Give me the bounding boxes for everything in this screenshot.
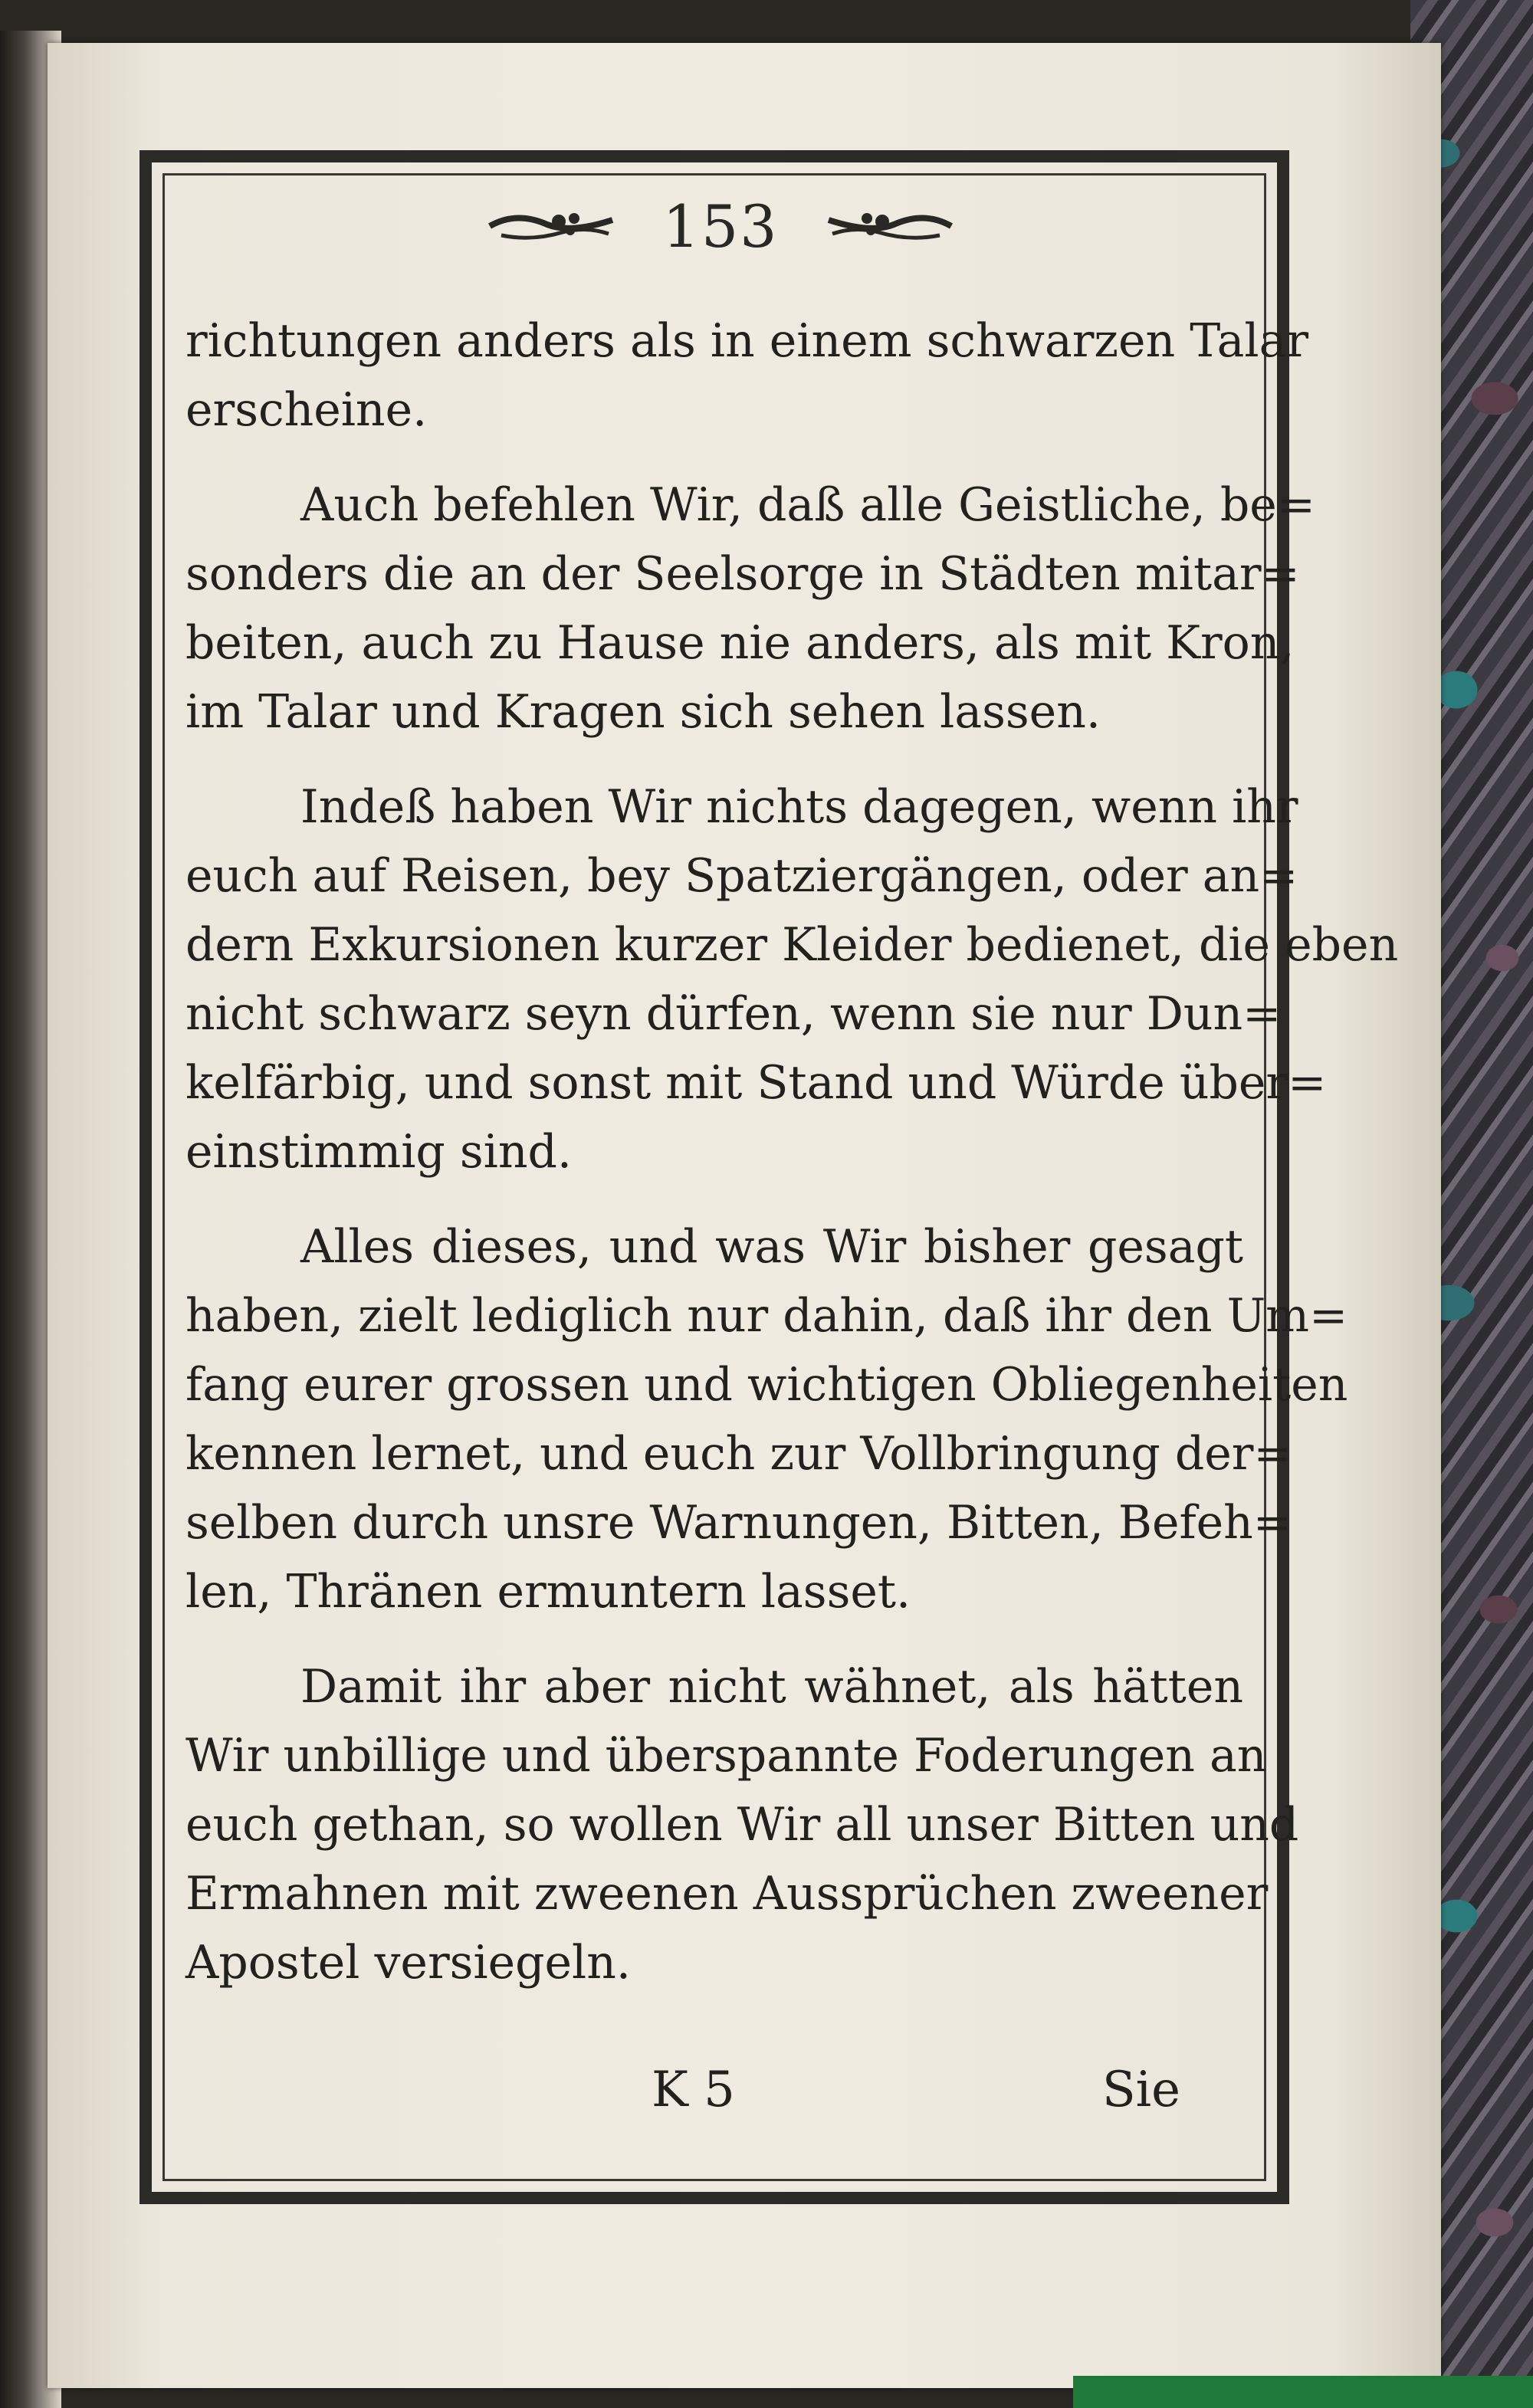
page-number: 153	[662, 192, 779, 261]
text-line: fang eurer grossen und wichtigen Obliegenheiten	[185, 1358, 1348, 1412]
text-line: len, Thränen ermuntern lasset.	[185, 1565, 911, 1619]
signature-mark: K 5	[652, 2062, 735, 2118]
text-line: Damit ihr aber nicht wähnet, als hätten	[300, 1660, 1243, 1714]
text-line: euch auf Reisen, bey Spatziergängen, oder an=	[185, 849, 1298, 903]
text-line: im Talar und Kragen sich sehen lassen.	[185, 685, 1101, 739]
text-line: Alles dieses, und was Wir bisher gesagt	[300, 1220, 1243, 1274]
text-line: nicht schwarz seyn dürfen, wenn sie nur Dun=	[185, 987, 1282, 1041]
page-footer	[184, 2062, 1257, 2138]
printer-ornament-left-icon	[486, 203, 616, 249]
text-line: Indeß haben Wir nichts dagegen, wenn ihr	[300, 780, 1298, 834]
text-line: einstimmig sind.	[185, 1125, 572, 1179]
text-line: richtungen anders als in einem schwarzen Talar	[185, 314, 1309, 368]
body-text	[185, 307, 1399, 2023]
catchword: Sie	[1101, 2062, 1180, 2118]
text-line: kennen lernet, und euch zur Vollbringung der=	[185, 1427, 1292, 1481]
text-line: kelfärbig, und sonst mit Stand und Würde über=	[185, 1056, 1327, 1110]
text-line: beiten, auch zu Hause nie anders, als mit Kron,	[185, 616, 1295, 670]
text-line: Apostel versiegeln.	[185, 1936, 631, 1990]
paragraph-1	[185, 307, 1309, 445]
text-line: Auch befehlen Wir, daß alle Geistliche, be=	[300, 478, 1316, 532]
green-bookmark	[1073, 2376, 1533, 2408]
paragraph-5	[185, 1652, 1299, 1997]
page-header	[184, 184, 1257, 268]
paragraph-3	[185, 773, 1399, 1186]
text-line: Ermahnen mit zweenen Aussprüchen zweener	[185, 1867, 1269, 1921]
text-line: Wir unbillige und überspannte Foderungen an	[185, 1729, 1267, 1783]
text-line: selben durch unsre Warnungen, Bitten, Befeh=	[185, 1496, 1292, 1550]
text-line: euch gethan, so wollen Wir all unser Bitten und	[185, 1798, 1299, 1852]
text-line: dern Exkursionen kurzer Kleider bedienet, die eben	[185, 918, 1399, 972]
paragraph-2	[185, 471, 1316, 746]
text-line: sonders die an der Seelsorge in Städten mitar=	[185, 547, 1300, 601]
paragraph-4	[185, 1212, 1348, 1626]
printer-ornament-right-icon	[825, 203, 955, 249]
text-line: erscheine.	[185, 383, 428, 437]
text-line: haben, zielt lediglich nur dahin, daß ihr den Um=	[185, 1289, 1348, 1343]
